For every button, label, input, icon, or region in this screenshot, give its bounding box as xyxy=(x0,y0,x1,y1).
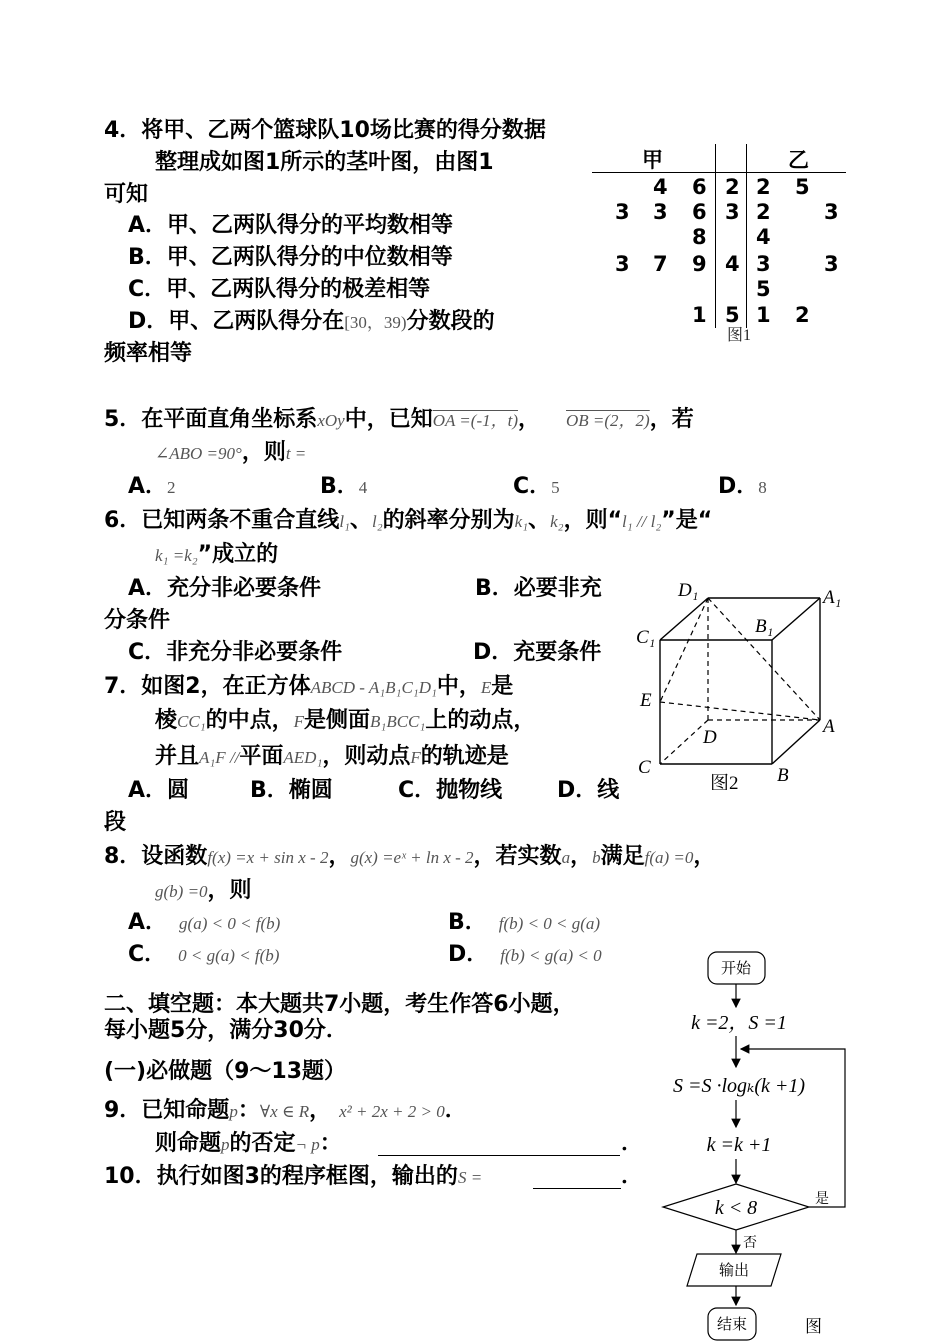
q8-math: g(x) =eˣ + ln x - 2 xyxy=(350,848,474,867)
q5-vector-ob: OB =(2，2) xyxy=(566,411,650,430)
q5-a-label: A． xyxy=(128,474,168,499)
q9-line1 xyxy=(104,1096,467,1127)
q4-line-end: 频率相等 xyxy=(104,341,193,366)
q5-option-a xyxy=(128,472,176,503)
q8-math: g(b) =0 xyxy=(155,882,208,901)
q7-option-d-cont: 段 xyxy=(104,810,127,835)
q8-c-label: C． xyxy=(128,942,167,967)
flowchart-figure xyxy=(655,948,855,1342)
q7-line1 xyxy=(104,672,513,703)
q7-math: B₁BCC₁ xyxy=(370,712,426,731)
q8-math: a xyxy=(561,848,571,867)
q5-text: ，则 xyxy=(241,440,286,465)
q8-text: ， xyxy=(570,844,593,869)
flow-inc-label: k =k +1 xyxy=(706,1134,772,1156)
q8-text: ，则 xyxy=(207,878,252,903)
q9-math: x² + 2x + 2 > 0 xyxy=(339,1102,445,1121)
stem-value: 5 xyxy=(725,303,740,327)
q7-math: ABCD - A₁B₁C₁D₁ xyxy=(310,678,437,697)
vertex-c: C xyxy=(638,757,651,778)
point-e: E xyxy=(640,690,652,711)
stem-value: 2 xyxy=(725,175,740,199)
q5-text: 5．在平面直角坐标系 xyxy=(104,407,318,432)
q6-line1 xyxy=(104,506,712,537)
q7-option-d: D．线 xyxy=(557,778,620,803)
q6-option-c: C．非充分非必要条件 xyxy=(128,640,343,665)
leaf-left: 4 xyxy=(653,175,668,199)
q8-option-d xyxy=(448,940,602,971)
q10-text: 10．执行如图3的程序框图，输出的 xyxy=(104,1164,458,1189)
q4-d-post: 分数段的 xyxy=(406,309,495,334)
q8-d-value: f(b) < g(a) < 0 xyxy=(500,946,602,965)
q6-option-b: B．必要非充 xyxy=(475,576,602,601)
q8-math: f(a) =0 xyxy=(644,848,694,867)
q10-math: S = xyxy=(457,1168,483,1187)
q4-option-a: A．甲、乙两队得分的平均数相等 xyxy=(128,213,454,238)
q6-option-a: A．充分非必要条件 xyxy=(128,576,322,601)
q7-math: AED₁ xyxy=(283,748,323,767)
vertex-d1: D₁ xyxy=(678,580,699,601)
q4-option-d xyxy=(128,307,495,338)
q9-text: ： xyxy=(237,1098,260,1123)
q9-math: p xyxy=(229,1102,238,1121)
leaf-right: 5 xyxy=(756,277,771,301)
q5-a-value: 2 xyxy=(167,478,176,497)
figure2-caption: 图2 xyxy=(710,773,739,790)
q6-math: l₁ // l₂ xyxy=(622,512,662,531)
q9-answer-blank[interactable] xyxy=(378,1155,620,1156)
q7-text: 棱 xyxy=(155,708,178,733)
q8-line1 xyxy=(104,842,715,873)
flow-cond-label: k < 8 xyxy=(714,1197,758,1219)
q7-text: 是侧面 xyxy=(304,708,371,733)
q7-text: 7．如图2，在正方体 xyxy=(104,674,311,699)
q6-text: 的斜率分别为 xyxy=(382,508,515,533)
stem-head-right: 乙 xyxy=(788,148,809,172)
q6-option-b-cont: 分条件 xyxy=(104,608,171,633)
leaf-left: 8 xyxy=(692,225,707,249)
q6-text: 、 xyxy=(349,508,372,533)
q9-line2 xyxy=(155,1129,342,1160)
q8-line2 xyxy=(155,876,252,907)
stem-value: 3 xyxy=(725,200,740,224)
leaf-right: 2 xyxy=(756,200,771,224)
cube-figure xyxy=(630,575,850,790)
leaf-right: 3 xyxy=(824,200,839,224)
q6-option-d: D．充要条件 xyxy=(473,640,602,665)
q8-b-value: f(b) < 0 < g(a) xyxy=(498,914,601,933)
leaf-right: 4 xyxy=(756,225,771,249)
q6-math: l₂ xyxy=(371,512,383,531)
q5-b-value: 4 xyxy=(358,478,368,497)
q5-math: t = xyxy=(285,444,307,463)
q5-c-label: C． xyxy=(513,474,552,499)
q9-text: ． xyxy=(444,1098,467,1123)
q9-text: 的否定 xyxy=(229,1131,296,1156)
q4-d-math: [30，39) xyxy=(344,313,407,332)
q8-b-label: B． xyxy=(448,910,487,935)
q10-line1 xyxy=(104,1162,482,1193)
q9-math: ¬ p xyxy=(295,1135,320,1154)
stem-value: 4 xyxy=(725,252,740,276)
q10-answer-blank[interactable] xyxy=(533,1188,621,1189)
leaf-left: 3 xyxy=(653,200,668,224)
q6-text: ”是“ xyxy=(661,508,713,533)
q5-option-c xyxy=(513,472,560,503)
figure3-caption: 图 xyxy=(805,1317,822,1336)
q7-option-c: C．抛物线 xyxy=(398,778,503,803)
q5-text: 中，已知 xyxy=(344,407,433,432)
flow-output-label: 输出 xyxy=(718,1263,750,1279)
q7-text: 的轨迹是 xyxy=(420,744,509,769)
q5-b-label: B． xyxy=(320,474,359,499)
q4-line2: 整理成如图1所示的茎叶图，由图1 xyxy=(155,150,494,175)
q6-math: k₁ xyxy=(514,512,529,531)
q5-math: xOy xyxy=(317,411,345,430)
q8-option-a xyxy=(128,908,280,939)
q8-math: b xyxy=(592,848,601,867)
q8-a-value: g(a) < 0 < f(b) xyxy=(179,914,281,933)
q4-line3: 可知 xyxy=(104,182,149,207)
q6-math: l₁ xyxy=(339,512,350,531)
q7-line2 xyxy=(155,706,535,737)
leaf-left: 7 xyxy=(653,252,668,276)
q6-text: ”成立的 xyxy=(197,542,279,567)
q6-math: k₂ xyxy=(550,512,564,531)
q4-line1: 4．将甲、乙两个篮球队10场比赛的得分数据 xyxy=(104,118,546,143)
q5-text: ， xyxy=(518,407,541,432)
q6-line2 xyxy=(155,540,278,571)
q9-end: ． xyxy=(621,1131,644,1156)
section2-line1: 二、填空题：本大题共7小题，考生作答6小题， xyxy=(104,992,575,1017)
q8-d-label: D． xyxy=(448,942,489,967)
q7-option-a: A．圆 xyxy=(128,778,190,803)
q5-d-value: 8 xyxy=(758,478,767,497)
q7-math: CC₁ xyxy=(177,712,206,731)
q5-option-d xyxy=(718,472,767,503)
q7-text: ，则动点 xyxy=(322,744,411,769)
q7-text: 中， xyxy=(436,674,481,699)
q4-d-pre: D．甲、乙两队得分在 xyxy=(128,309,345,334)
leaf-right: 3 xyxy=(756,252,771,276)
leaf-right: 3 xyxy=(824,252,839,276)
q9-math: p xyxy=(221,1135,230,1154)
q8-math: f(x) =x + sin x - 2 xyxy=(207,848,329,867)
leaf-left: 3 xyxy=(615,200,630,224)
q6-text: ，则“ xyxy=(563,508,623,533)
q7-text: 上的动点， xyxy=(425,708,536,733)
leaf-left: 9 xyxy=(692,252,707,276)
q7-text: 平面 xyxy=(239,744,284,769)
section2-line2: 每小题5分，满分30分． xyxy=(104,1018,348,1043)
q5-text: ，若 xyxy=(649,407,694,432)
q8-text: ，若实数 xyxy=(473,844,562,869)
q7-math: E xyxy=(480,678,492,697)
q7-math: F xyxy=(410,748,421,767)
q5-c-value: 5 xyxy=(551,478,560,497)
q7-text: 并且 xyxy=(155,744,200,769)
leaf-left: 3 xyxy=(615,252,630,276)
section2-subtitle: (一)必做题（9～13题） xyxy=(104,1059,347,1084)
q9-text: ： xyxy=(319,1131,342,1156)
q8-a-label: A． xyxy=(128,910,168,935)
q8-option-b xyxy=(448,908,600,939)
vertex-d: D xyxy=(703,727,717,748)
q8-text: ， xyxy=(693,844,716,869)
q8-c-value: 0 < g(a) < f(b) xyxy=(178,946,280,965)
q5-line1 xyxy=(104,405,694,436)
q6-text: 6．已知两条不重合直线 xyxy=(104,508,340,533)
vertex-b1: B₁ xyxy=(755,616,774,637)
q8-text: 8．设函数 xyxy=(104,844,208,869)
q9-math: ∀x ∈ R xyxy=(259,1102,310,1121)
flow-end-label: 结束 xyxy=(716,1317,748,1333)
q5-math: ∠ABO =90° xyxy=(155,444,242,463)
leaf-left: 6 xyxy=(692,200,707,224)
flow-step-label: S =S ·logₖ(k +1) xyxy=(672,1075,806,1097)
figure1-caption: 图1 xyxy=(727,327,752,344)
q4-option-c: C．甲、乙两队得分的极差相等 xyxy=(128,277,431,302)
q5-d-label: D． xyxy=(718,474,759,499)
flow-no-label: 否 xyxy=(743,1236,757,1251)
flow-start-label: 开始 xyxy=(720,961,752,977)
q4-option-b: B．甲、乙两队得分的中位数相等 xyxy=(128,245,453,270)
q7-text: 的中点， xyxy=(205,708,294,733)
q7-text: 是 xyxy=(491,674,514,699)
q8-option-c xyxy=(128,940,279,971)
q9-text: 则命题 xyxy=(155,1131,222,1156)
q7-line3 xyxy=(155,742,509,773)
stem-head-left: 甲 xyxy=(642,148,663,172)
leaf-right: 5 xyxy=(795,175,810,199)
q6-math: k₁ =k₂ xyxy=(155,546,198,565)
q5-vector-oa: OA =(-1，t) xyxy=(432,411,518,430)
flow-yes-label: 是 xyxy=(815,1192,829,1207)
q7-math: A₁F // xyxy=(199,748,240,767)
q5-option-b xyxy=(320,472,367,503)
q7-option-b: B．椭圆 xyxy=(250,778,333,803)
q8-text: 满足 xyxy=(600,844,645,869)
leaf-left: 1 xyxy=(692,303,707,327)
q6-text: 、 xyxy=(528,508,551,533)
q9-text: 9．已知命题 xyxy=(104,1098,230,1123)
q5-line2 xyxy=(155,438,306,469)
leaf-left: 6 xyxy=(692,175,707,199)
vertex-a1: A₁ xyxy=(823,587,842,608)
vertex-a: A xyxy=(823,716,835,737)
q8-text: ， xyxy=(328,844,351,869)
leaf-right: 1 xyxy=(756,303,771,327)
vertex-c1: C₁ xyxy=(636,627,656,648)
q9-text: ， xyxy=(309,1098,332,1123)
leaf-right: 2 xyxy=(756,175,771,199)
leaf-right: 2 xyxy=(795,303,810,327)
q7-math: F xyxy=(293,712,305,731)
flow-init-label: k =2，S =1 xyxy=(691,1012,787,1034)
vertex-b: B xyxy=(777,765,789,786)
q10-end: ． xyxy=(621,1164,644,1189)
